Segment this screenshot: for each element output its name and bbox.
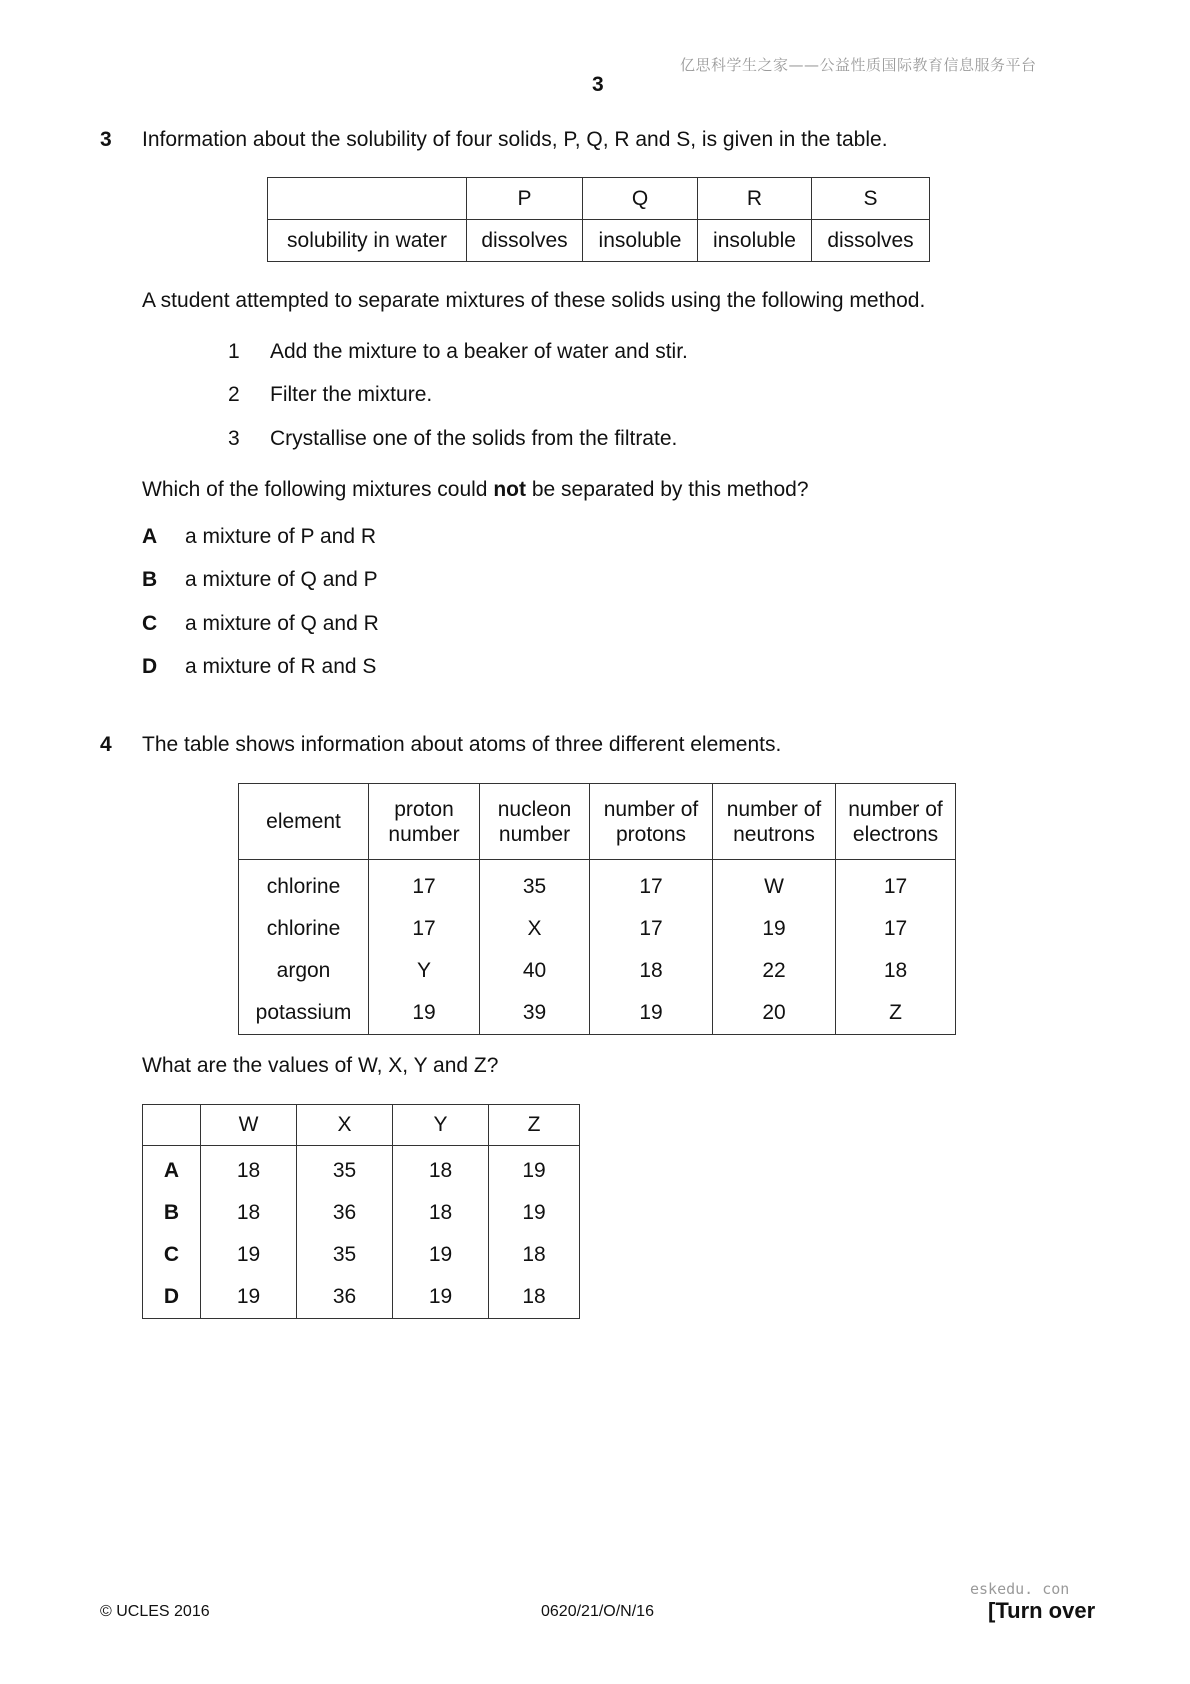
table-row [143,1146,580,1193]
q4-intro: The table shows information about atoms of three different elements. [142,733,782,756]
table-cell: 22 [713,950,836,992]
step-number: 2 [228,383,240,406]
column-header: X [297,1105,393,1146]
column-header: Y [393,1105,489,1146]
step-text: Add the mixture to a beaker of water and stir. [270,340,688,363]
column-header [590,784,713,860]
q3-question-bold: not [493,478,526,501]
option-letter: C [143,1234,201,1276]
header-watermark: 亿思科学生之家——公益性质国际教育信息服务平台 [680,56,1037,74]
table-cell: 18 [201,1192,297,1234]
option-letter: B [143,1192,201,1234]
column-header [480,784,590,860]
q4-atoms-table-wrap [238,783,956,1035]
column-header: W [201,1105,297,1146]
table-cell: 19 [201,1276,297,1319]
table-cell: Z [836,992,956,1035]
table-row [239,950,956,992]
table-corner-cell [143,1105,201,1146]
column-header [836,784,956,860]
q3-question-pre: Which of the following mixtures could [142,478,494,501]
header-line: protons [615,822,687,846]
table-cell: 18 [201,1146,297,1193]
table-header-row [143,1105,580,1146]
table-cell: 17 [836,908,956,950]
table-cell: insoluble [698,220,812,262]
table-corner-cell [268,178,467,220]
q3-intro: Information about the solubility of four solids, P, Q, R and S, is given in the table. [142,128,888,151]
option-text-b: a mixture of Q and P [185,568,378,591]
q3-number: 3 [100,128,112,151]
table-cell: X [480,908,590,950]
table-cell: 17 [590,908,713,950]
table-cell: potassium [239,992,369,1035]
table-cell: 18 [393,1192,489,1234]
column-header: Z [489,1105,580,1146]
table-cell: 18 [836,950,956,992]
step-number: 3 [228,427,240,450]
table-cell: 19 [201,1234,297,1276]
header-line: number [498,822,571,846]
table-row [143,1276,580,1319]
table-cell: W [713,860,836,909]
table-row [268,220,930,262]
table-cell: chlorine [239,908,369,950]
column-header: R [698,178,812,220]
option-text-c: a mixture of Q and R [185,612,379,635]
table-cell: 18 [489,1234,580,1276]
table-cell: 19 [369,992,480,1035]
header-line: neutrons [733,822,815,846]
step-text: Filter the mixture. [270,383,433,406]
table-cell: 35 [480,860,590,909]
table-cell: 17 [836,860,956,909]
table-cell: dissolves [812,220,930,262]
option-text-a: a mixture of P and R [185,525,377,548]
header-line: number of [603,797,699,821]
page-number: 3 [592,73,604,96]
q3-question-post: be separated by this method? [525,478,809,501]
table-row [143,1234,580,1276]
footer-watermark: eskedu. con [970,1580,1070,1598]
header-line: proton [394,797,454,821]
column-header [239,784,369,860]
table-cell: 35 [297,1146,393,1193]
table-header-row [268,178,930,220]
column-header [369,784,480,860]
option-letter-c: C [142,612,158,635]
q4-atoms-table [238,783,956,1035]
table-cell: 18 [489,1276,580,1319]
table-cell: 36 [297,1276,393,1319]
table-cell: 35 [297,1234,393,1276]
column-header: P [467,178,583,220]
turn-over-label: [Turn over [988,1598,1096,1623]
option-letter: D [143,1276,201,1319]
q4-answer-table [142,1104,580,1319]
column-header: S [812,178,930,220]
table-cell: 18 [590,950,713,992]
table-cell: 40 [480,950,590,992]
header-line: number of [726,797,822,821]
step-text: Crystallise one of the solids from the filtrate. [270,427,678,450]
q3-question [142,478,809,502]
header-line: element [266,810,341,833]
q4-answer-table-wrap [142,1104,580,1319]
table-cell: 19 [489,1146,580,1193]
header-line: number [388,822,460,846]
column-header: Q [583,178,698,220]
table-header-row [239,784,956,860]
q4-question: What are the values of W, X, Y and Z? [142,1054,499,1077]
header-line: electrons [852,822,939,846]
header-line: nucleon [497,797,572,821]
table-cell: 17 [369,908,480,950]
option-letter-b: B [142,568,158,591]
option-letter-d: D [142,655,158,678]
table-cell: chlorine [239,860,369,909]
table-cell: argon [239,950,369,992]
option-letter-a: A [142,525,158,548]
table-row [143,1192,580,1234]
table-cell: 19 [393,1276,489,1319]
header-line: number of [848,797,943,821]
q4-number: 4 [100,733,112,756]
table-cell: Y [369,950,480,992]
step-number: 1 [228,340,240,363]
q3-solubility-table-wrap [267,177,930,262]
footer-paper-code: 0620/21/O/N/16 [541,1603,654,1620]
table-cell: 19 [713,908,836,950]
table-cell: insoluble [583,220,698,262]
table-row [239,860,956,909]
footer-copyright: © UCLES 2016 [100,1603,210,1620]
table-cell: 18 [393,1146,489,1193]
table-cell: 19 [489,1192,580,1234]
row-label: solubility in water [268,220,467,262]
table-cell: 20 [713,992,836,1035]
option-text-d: a mixture of R and S [185,655,377,678]
table-cell: 36 [297,1192,393,1234]
table-cell: 17 [590,860,713,909]
option-letter: A [143,1146,201,1193]
table-cell: 39 [480,992,590,1035]
table-row [239,908,956,950]
column-header [713,784,836,860]
table-cell: 19 [590,992,713,1035]
q3-solubility-table [267,177,930,262]
table-cell: 19 [393,1234,489,1276]
table-cell: dissolves [467,220,583,262]
table-row [239,992,956,1035]
q3-method-intro: A student attempted to separate mixtures of these solids using the following method. [142,289,926,312]
table-cell: 17 [369,860,480,909]
